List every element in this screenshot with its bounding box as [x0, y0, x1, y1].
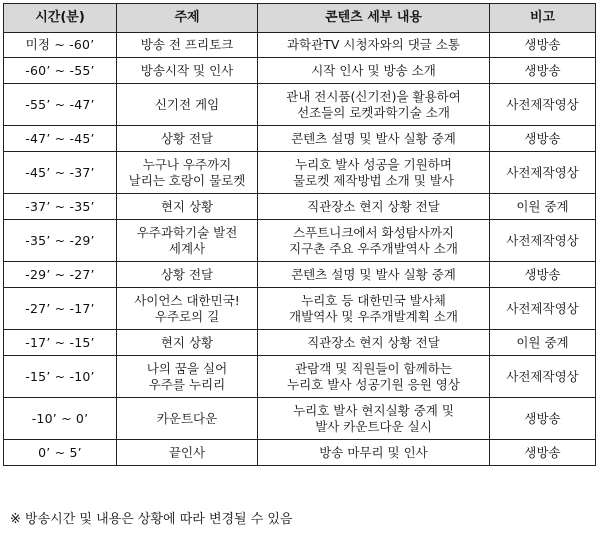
cell-time: -55’ ~ -47’: [4, 84, 117, 126]
content-line: 과학관TV 시청자와의 댓글 소통: [286, 37, 460, 53]
table-row: [4, 398, 596, 440]
content-line: 누리호 발사 현지실황 중계 및: [293, 402, 454, 418]
topic-line: 사이언스 대한민국!: [134, 292, 240, 308]
cell-note: 생방송: [490, 262, 596, 288]
topic-line: 누구나 우주까지: [142, 156, 232, 172]
cell-topic: [117, 398, 258, 440]
cell-time: -37’ ~ -35’: [4, 194, 117, 220]
content-line: 누리호 등 대한민국 발사체: [301, 292, 446, 308]
cell-time: -47’ ~ -45’: [4, 126, 117, 152]
cell-time: -27’ ~ -17’: [4, 288, 117, 330]
content-line: 직관장소 현지 상황 전달: [307, 334, 440, 350]
content-line: 관람객 및 직원들이 함께하는: [295, 360, 452, 376]
cell-content: [258, 398, 490, 440]
table-row: [4, 220, 596, 262]
header-time: 시간(분): [4, 4, 117, 33]
cell-content: [258, 58, 490, 84]
cell-time: -35’ ~ -29’: [4, 220, 117, 262]
cell-time: -45’ ~ -37’: [4, 152, 117, 194]
table-row: [4, 288, 596, 330]
table-row: [4, 194, 596, 220]
broadcast-schedule-table: [3, 3, 596, 466]
footnote: ※ 방송시간 및 내용은 상황에 따라 변경될 수 있음: [10, 512, 293, 527]
topic-line: 끝인사: [168, 444, 206, 460]
cell-time: 미정 ~ -60’: [4, 33, 117, 58]
cell-topic: [117, 356, 258, 398]
topic-line: 나의 꿈을 실어: [146, 360, 228, 376]
cell-time: -60’ ~ -55’: [4, 58, 117, 84]
topic-line: 우주과학기술 발전: [136, 224, 238, 240]
cell-topic: [117, 220, 258, 262]
table-row: [4, 84, 596, 126]
cell-topic: [117, 58, 258, 84]
topic-line: 카운트다운: [156, 410, 218, 426]
header-note: 비고: [490, 4, 596, 33]
content-line: 지구촌 주요 우주개발역사 소개: [289, 240, 458, 256]
header-content: 콘텐츠 세부 내용: [258, 4, 490, 33]
table-row: [4, 58, 596, 84]
header-topic: 주제: [117, 4, 258, 33]
cell-time: -10’ ~ 0’: [4, 398, 117, 440]
topic-line: 신기전 게임: [154, 96, 220, 112]
cell-content: [258, 330, 490, 356]
cell-content: [258, 288, 490, 330]
content-line: 관내 전시품(신기전)을 활용하여: [286, 88, 461, 104]
table-row: [4, 152, 596, 194]
cell-note: 생방송: [490, 33, 596, 58]
table-row: [4, 356, 596, 398]
cell-note: 이원 중계: [490, 194, 596, 220]
cell-note: 생방송: [490, 58, 596, 84]
cell-content: [258, 440, 490, 466]
cell-topic: [117, 262, 258, 288]
cell-topic: [117, 84, 258, 126]
cell-topic: [117, 440, 258, 466]
content-line: 스푸트니크에서 화성탐사까지: [293, 224, 454, 240]
topic-line: 우주로의 길: [154, 308, 220, 324]
cell-note: 사전제작영상: [490, 84, 596, 126]
cell-topic: [117, 126, 258, 152]
content-line: 직관장소 현지 상황 전달: [307, 198, 440, 214]
cell-note: 이원 중계: [490, 330, 596, 356]
cell-note: 사전제작영상: [490, 356, 596, 398]
cell-note: 생방송: [490, 440, 596, 466]
table-row: [4, 262, 596, 288]
cell-content: [258, 220, 490, 262]
cell-note: 사전제작영상: [490, 152, 596, 194]
cell-topic: [117, 194, 258, 220]
content-line: 시작 인사 및 방송 소개: [311, 62, 436, 78]
cell-time: 0’ ~ 5’: [4, 440, 117, 466]
cell-content: [258, 33, 490, 58]
cell-content: [258, 84, 490, 126]
cell-note: 생방송: [490, 126, 596, 152]
cell-content: [258, 356, 490, 398]
topic-line: 날리는 호랑이 물로켓: [128, 172, 246, 188]
topic-line: 현지 상황: [160, 334, 214, 350]
topic-line: 방송 전 프리토크: [140, 37, 234, 53]
content-line: 누리호 발사 성공을 기원하며: [295, 156, 452, 172]
content-line: 물로켓 제작방법 소개 및 발사: [293, 172, 454, 188]
cell-content: [258, 152, 490, 194]
cell-time: -17’ ~ -15’: [4, 330, 117, 356]
cell-time: -15’ ~ -10’: [4, 356, 117, 398]
table-header-row: [4, 4, 596, 33]
table-row: [4, 126, 596, 152]
cell-topic: [117, 288, 258, 330]
cell-note: 생방송: [490, 398, 596, 440]
cell-topic: [117, 152, 258, 194]
content-line: 콘텐츠 설명 및 발사 실황 중계: [291, 266, 456, 282]
topic-line: 현지 상황: [160, 198, 214, 214]
content-line: 발사 카운트다운 실시: [315, 418, 432, 434]
topic-line: 상황 전달: [160, 130, 214, 146]
table-row: [4, 330, 596, 356]
cell-content: [258, 262, 490, 288]
cell-note: 사전제작영상: [490, 288, 596, 330]
cell-topic: [117, 33, 258, 58]
table-row: [4, 440, 596, 466]
cell-note: 사전제작영상: [490, 220, 596, 262]
table-row: [4, 33, 596, 58]
topic-line: 방송시작 및 인사: [140, 62, 234, 78]
content-line: 콘텐츠 설명 및 발사 실황 중계: [291, 130, 456, 146]
topic-line: 우주를 누리리: [148, 376, 226, 392]
cell-content: [258, 126, 490, 152]
cell-content: [258, 194, 490, 220]
cell-topic: [117, 330, 258, 356]
content-line: 선조들의 로켓과학기술 소개: [297, 104, 450, 120]
content-line: 방송 마무리 및 인사: [319, 444, 428, 460]
content-line: 누리호 발사 성공기원 응원 영상: [287, 376, 460, 392]
cell-time: -29’ ~ -27’: [4, 262, 117, 288]
topic-line: 세계사: [168, 240, 206, 256]
content-line: 개발역사 및 우주개발계획 소개: [289, 308, 458, 324]
topic-line: 상황 전달: [160, 266, 214, 282]
